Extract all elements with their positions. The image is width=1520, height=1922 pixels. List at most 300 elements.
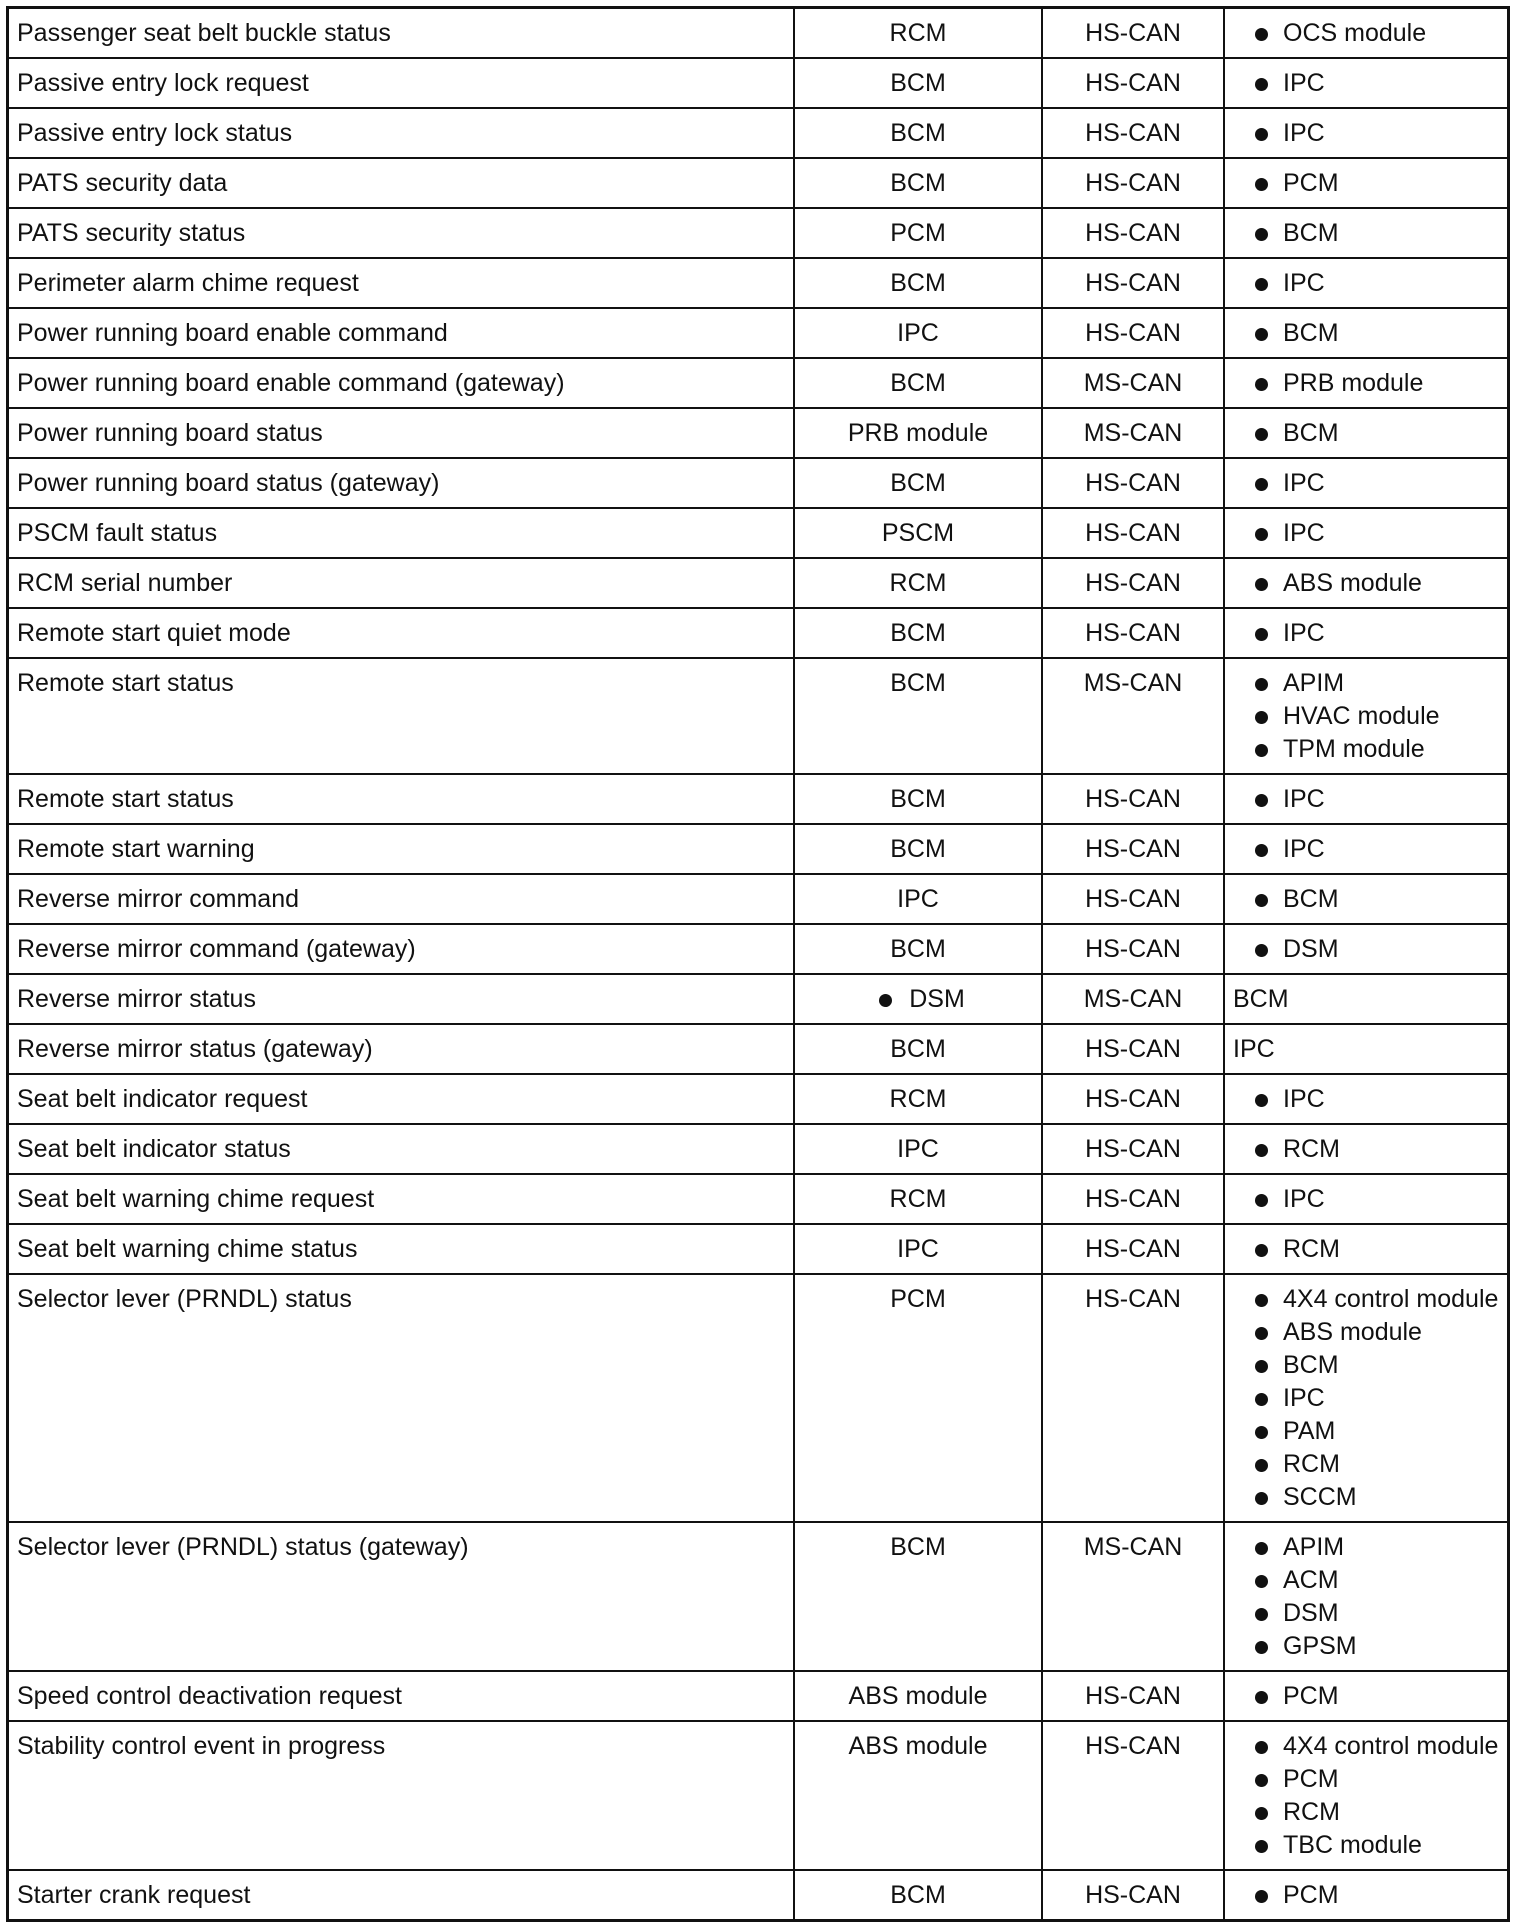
receiver-item — [1233, 700, 1499, 733]
receiver-list — [1233, 617, 1499, 650]
originator-cell: BCM — [794, 458, 1042, 508]
receiver-list — [1233, 417, 1499, 450]
receiver-item — [1233, 1481, 1499, 1514]
bullet-icon — [1255, 944, 1268, 957]
bullet-icon — [1255, 478, 1268, 491]
network-cell: MS-CAN — [1042, 358, 1224, 408]
receiver-item — [1233, 1730, 1499, 1763]
message-cell: Seat belt warning chime status — [9, 1224, 794, 1274]
receivers-cell — [1224, 9, 1507, 58]
receiver-item — [1233, 1382, 1499, 1415]
receiver-list — [1233, 833, 1499, 866]
receiver-label: SCCM — [1283, 1483, 1357, 1511]
receivers-cell — [1224, 1671, 1507, 1721]
receiver-list — [1233, 117, 1499, 150]
message-table-frame — [6, 6, 1510, 1922]
receivers-cell — [1224, 258, 1507, 308]
bullet-icon — [1255, 328, 1268, 341]
network-cell: HS-CAN — [1042, 824, 1224, 874]
receivers-cell — [1224, 408, 1507, 458]
receiver-item — [1233, 1564, 1499, 1597]
bullet-icon — [1255, 178, 1268, 191]
originator-cell: RCM — [794, 558, 1042, 608]
receivers-cell — [1224, 1721, 1507, 1870]
message-cell: Passive entry lock request — [9, 58, 794, 108]
bullet-icon — [1255, 1360, 1268, 1373]
network-cell: HS-CAN — [1042, 1074, 1224, 1124]
receiver-list — [1233, 567, 1499, 600]
receiver-item — [1233, 733, 1499, 766]
receiver-label: PCM — [1283, 1765, 1339, 1793]
table-row — [9, 308, 1507, 358]
message-cell: Power running board enable command — [9, 308, 794, 358]
bullet-icon — [1255, 428, 1268, 441]
receiver-list — [1233, 267, 1499, 300]
message-cell: Power running board status — [9, 408, 794, 458]
receiver-list — [1233, 1133, 1499, 1166]
table-row — [9, 774, 1507, 824]
message-cell: Speed control deactivation request — [9, 1671, 794, 1721]
originator-label: DSM — [909, 985, 965, 1013]
message-cell: Selector lever (PRNDL) status (gateway) — [9, 1522, 794, 1671]
originator-cell: BCM — [794, 158, 1042, 208]
receiver-label: RCM — [1283, 1450, 1340, 1478]
bullet-icon — [1255, 578, 1268, 591]
network-cell: HS-CAN — [1042, 158, 1224, 208]
receiver-label: APIM — [1283, 669, 1345, 697]
receiver-label: IPC — [1233, 1035, 1275, 1063]
originator-cell: PCM — [794, 208, 1042, 258]
originator-cell: PCM — [794, 1274, 1042, 1522]
message-cell: Selector lever (PRNDL) status — [9, 1274, 794, 1522]
bullet-icon — [1255, 1393, 1268, 1406]
network-message-table — [9, 9, 1507, 1919]
receivers-cell — [1224, 1074, 1507, 1124]
bullet-icon — [1255, 1144, 1268, 1157]
receivers-cell — [1224, 308, 1507, 358]
receivers-cell — [1224, 1174, 1507, 1224]
receiver-list — [1233, 1680, 1499, 1713]
originator-cell: BCM — [794, 608, 1042, 658]
originator-cell: BCM — [794, 258, 1042, 308]
receiver-label: BCM — [1233, 985, 1289, 1013]
bullet-icon — [1255, 844, 1268, 857]
receiver-item — [1233, 1630, 1499, 1663]
receiver-list — [1233, 167, 1499, 200]
network-cell: HS-CAN — [1042, 1174, 1224, 1224]
bullet-icon — [1255, 128, 1268, 141]
message-cell: Reverse mirror command (gateway) — [9, 924, 794, 974]
receiver-list — [1233, 367, 1499, 400]
receiver-label: BCM — [1283, 1351, 1339, 1379]
receivers-cell — [1224, 924, 1507, 974]
receiver-item — [1233, 933, 1499, 966]
receiver-label: BCM — [1283, 319, 1339, 347]
bullet-icon — [1255, 1608, 1268, 1621]
table-row — [9, 158, 1507, 208]
receiver-list — [1233, 67, 1499, 100]
table-row — [9, 1721, 1507, 1870]
receiver-label: ABS module — [1283, 569, 1422, 597]
bullet-icon — [1255, 1691, 1268, 1704]
originator-cell: ABS module — [794, 1721, 1042, 1870]
receiver-item — [1233, 1448, 1499, 1481]
message-cell: PATS security data — [9, 158, 794, 208]
bullet-icon — [1255, 1492, 1268, 1505]
receiver-label: DSM — [1283, 1599, 1339, 1627]
table-row — [9, 1124, 1507, 1174]
bullet-icon — [1255, 1641, 1268, 1654]
originator-cell: BCM — [794, 924, 1042, 974]
originator-cell: IPC — [794, 1224, 1042, 1274]
receiver-list — [1233, 1183, 1499, 1216]
table-row — [9, 1074, 1507, 1124]
receiver-item — [1233, 1133, 1499, 1166]
network-cell: HS-CAN — [1042, 1870, 1224, 1919]
receivers-cell — [1224, 974, 1507, 1024]
receiver-label: GPSM — [1283, 1632, 1357, 1660]
receiver-label: PCM — [1283, 1881, 1339, 1909]
message-cell: Seat belt indicator status — [9, 1124, 794, 1174]
bullet-icon — [1255, 628, 1268, 641]
receiver-label: IPC — [1283, 69, 1325, 97]
originator-cell: BCM — [794, 358, 1042, 408]
originator-item — [871, 983, 965, 1016]
receivers-cell — [1224, 508, 1507, 558]
receivers-cell — [1224, 1224, 1507, 1274]
receiver-item — [1233, 67, 1499, 100]
originator-cell: IPC — [794, 308, 1042, 358]
receiver-item — [1233, 1349, 1499, 1382]
receivers-cell — [1224, 1870, 1507, 1919]
network-cell: MS-CAN — [1042, 974, 1224, 1024]
table-row — [9, 924, 1507, 974]
receivers-cell — [1224, 1124, 1507, 1174]
message-cell: Seat belt indicator request — [9, 1074, 794, 1124]
network-cell: HS-CAN — [1042, 924, 1224, 974]
receivers-cell — [1224, 558, 1507, 608]
bullet-icon — [1255, 1890, 1268, 1903]
receivers-cell — [1224, 874, 1507, 924]
receivers-cell — [1224, 658, 1507, 774]
table-row — [9, 408, 1507, 458]
receiver-label: TPM module — [1283, 735, 1425, 763]
message-cell: PATS security status — [9, 208, 794, 258]
bullet-icon — [1255, 794, 1268, 807]
message-cell: Remote start status — [9, 774, 794, 824]
receiver-item — [1233, 1316, 1499, 1349]
table-row — [9, 608, 1507, 658]
message-cell: Remote start quiet mode — [9, 608, 794, 658]
receiver-list — [1233, 517, 1499, 550]
message-cell: Stability control event in progress — [9, 1721, 794, 1870]
message-cell: Remote start warning — [9, 824, 794, 874]
receiver-item — [1233, 317, 1499, 350]
originator-cell: BCM — [794, 1024, 1042, 1074]
receivers-cell — [1224, 458, 1507, 508]
table-row — [9, 1024, 1507, 1074]
receiver-label: BCM — [1283, 419, 1339, 447]
receiver-item — [1233, 1680, 1499, 1713]
bullet-icon — [1255, 711, 1268, 724]
originator-cell: BCM — [794, 58, 1042, 108]
receiver-label: ACM — [1283, 1566, 1339, 1594]
bullet-icon — [1255, 1542, 1268, 1555]
network-cell: HS-CAN — [1042, 208, 1224, 258]
receiver-label: RCM — [1283, 1135, 1340, 1163]
message-cell: Reverse mirror status (gateway) — [9, 1024, 794, 1074]
originator-cell: BCM — [794, 1870, 1042, 1919]
table-row — [9, 824, 1507, 874]
bullet-icon — [1255, 228, 1268, 241]
table-row — [9, 1174, 1507, 1224]
receiver-list — [1233, 1283, 1499, 1514]
bullet-icon — [1255, 1575, 1268, 1588]
receiver-list — [1233, 667, 1499, 766]
bullet-icon — [1255, 1294, 1268, 1307]
table-row — [9, 1671, 1507, 1721]
originator-cell: PRB module — [794, 408, 1042, 458]
table-row — [9, 874, 1507, 924]
receiver-list — [1233, 1730, 1499, 1862]
receiver-item — [1233, 883, 1499, 916]
bullet-icon — [1255, 1244, 1268, 1257]
bullet-icon — [1255, 1807, 1268, 1820]
receiver-item — [1233, 783, 1499, 816]
message-cell: Seat belt warning chime request — [9, 1174, 794, 1224]
receiver-item — [1233, 833, 1499, 866]
bullet-icon — [1255, 278, 1268, 291]
network-cell: HS-CAN — [1042, 1671, 1224, 1721]
receiver-list — [1233, 217, 1499, 250]
receiver-label: BCM — [1283, 885, 1339, 913]
table-row — [9, 558, 1507, 608]
receiver-label: IPC — [1283, 119, 1325, 147]
originator-cell: ABS module — [794, 1671, 1042, 1721]
message-cell: Remote start status — [9, 658, 794, 774]
receiver-label: ABS module — [1283, 1318, 1422, 1346]
network-cell: MS-CAN — [1042, 1522, 1224, 1671]
receiver-label: RCM — [1283, 1235, 1340, 1263]
bullet-icon — [1255, 1194, 1268, 1207]
originator-cell — [794, 974, 1042, 1024]
receiver-item — [1233, 117, 1499, 150]
table-row — [9, 208, 1507, 258]
table-row — [9, 108, 1507, 158]
receiver-label: PAM — [1283, 1417, 1336, 1445]
receiver-item — [1233, 1763, 1499, 1796]
table-row — [9, 258, 1507, 308]
table-row — [9, 1522, 1507, 1671]
receiver-label: TBC module — [1283, 1831, 1422, 1859]
network-cell: HS-CAN — [1042, 108, 1224, 158]
table-row — [9, 1870, 1507, 1919]
originator-cell: BCM — [794, 658, 1042, 774]
table-row — [9, 9, 1507, 58]
message-cell: Reverse mirror status — [9, 974, 794, 1024]
table-row — [9, 658, 1507, 774]
network-cell: HS-CAN — [1042, 9, 1224, 58]
bullet-icon — [1255, 1741, 1268, 1754]
receiver-label: 4X4 control module — [1283, 1285, 1499, 1313]
bullet-icon — [1255, 378, 1268, 391]
bullet-icon — [1255, 1840, 1268, 1853]
message-cell: Power running board status (gateway) — [9, 458, 794, 508]
message-cell: Perimeter alarm chime request — [9, 258, 794, 308]
bullet-icon — [1255, 78, 1268, 91]
bullet-icon — [1255, 678, 1268, 691]
receiver-item — [1233, 367, 1499, 400]
receiver-item — [1233, 167, 1499, 200]
originator-cell: IPC — [794, 874, 1042, 924]
receiver-list — [1233, 883, 1499, 916]
receiver-item — [1233, 1415, 1499, 1448]
network-cell: MS-CAN — [1042, 658, 1224, 774]
receiver-item — [1233, 1597, 1499, 1630]
receiver-label: OCS module — [1283, 19, 1427, 47]
receiver-label: IPC — [1283, 1185, 1325, 1213]
network-cell: HS-CAN — [1042, 608, 1224, 658]
receiver-label: IPC — [1283, 1384, 1325, 1412]
receiver-label: DSM — [1283, 935, 1339, 963]
receiver-label: PCM — [1283, 169, 1339, 197]
receivers-cell — [1224, 158, 1507, 208]
receiver-item — [1233, 217, 1499, 250]
table-row — [9, 1224, 1507, 1274]
table-row — [9, 1274, 1507, 1522]
network-cell: HS-CAN — [1042, 258, 1224, 308]
table-row — [9, 508, 1507, 558]
receiver-item — [1233, 467, 1499, 500]
receiver-item — [1233, 1829, 1499, 1862]
receiver-item — [1233, 1531, 1499, 1564]
network-cell: HS-CAN — [1042, 308, 1224, 358]
originator-cell: RCM — [794, 9, 1042, 58]
network-cell: HS-CAN — [1042, 508, 1224, 558]
receiver-item — [1233, 1233, 1499, 1266]
bullet-icon — [879, 994, 892, 1007]
bullet-icon — [1255, 1426, 1268, 1439]
receiver-label: BCM — [1283, 219, 1339, 247]
network-cell: HS-CAN — [1042, 458, 1224, 508]
receiver-item — [1233, 1183, 1499, 1216]
message-cell: PSCM fault status — [9, 508, 794, 558]
network-cell: HS-CAN — [1042, 1224, 1224, 1274]
originator-cell: BCM — [794, 824, 1042, 874]
receiver-list — [1233, 783, 1499, 816]
receiver-item — [1233, 1083, 1499, 1116]
network-cell: HS-CAN — [1042, 1274, 1224, 1522]
receivers-cell — [1224, 1522, 1507, 1671]
receiver-label: PCM — [1283, 1682, 1339, 1710]
network-cell: HS-CAN — [1042, 58, 1224, 108]
receiver-list — [1233, 1233, 1499, 1266]
receiver-item — [1233, 517, 1499, 550]
table-body — [9, 9, 1507, 1919]
receiver-label: IPC — [1283, 269, 1325, 297]
receiver-list — [1233, 1083, 1499, 1116]
bullet-icon — [1255, 1327, 1268, 1340]
receiver-item — [1233, 1283, 1499, 1316]
receivers-cell — [1224, 208, 1507, 258]
table-row — [9, 974, 1507, 1024]
originator-cell: BCM — [794, 1522, 1042, 1671]
receiver-list — [1233, 467, 1499, 500]
receivers-cell — [1224, 774, 1507, 824]
network-cell: HS-CAN — [1042, 874, 1224, 924]
bullet-icon — [1255, 1459, 1268, 1472]
receiver-item — [1233, 17, 1499, 50]
receiver-list — [1233, 17, 1499, 50]
receiver-label: IPC — [1283, 619, 1325, 647]
receiver-item — [1233, 1879, 1499, 1912]
table-row — [9, 358, 1507, 408]
receiver-list — [1233, 933, 1499, 966]
network-cell: HS-CAN — [1042, 558, 1224, 608]
receivers-cell — [1224, 108, 1507, 158]
bullet-icon — [1255, 1774, 1268, 1787]
receiver-list — [1233, 317, 1499, 350]
receiver-label: IPC — [1283, 785, 1325, 813]
originator-cell: RCM — [794, 1074, 1042, 1124]
receiver-item — [1233, 1796, 1499, 1829]
receiver-label: IPC — [1283, 835, 1325, 863]
message-cell: Passenger seat belt buckle status — [9, 9, 794, 58]
message-cell: Reverse mirror command — [9, 874, 794, 924]
receiver-item — [1233, 567, 1499, 600]
receiver-list — [1233, 1879, 1499, 1912]
table-row — [9, 58, 1507, 108]
receivers-cell — [1224, 58, 1507, 108]
receiver-item — [1233, 617, 1499, 650]
message-cell: Power running board enable command (gateway) — [9, 358, 794, 408]
receivers-cell — [1224, 608, 1507, 658]
receiver-item — [1233, 417, 1499, 450]
message-cell: Passive entry lock status — [9, 108, 794, 158]
originator-cell: BCM — [794, 108, 1042, 158]
bullet-icon — [1255, 894, 1268, 907]
network-cell: HS-CAN — [1042, 1024, 1224, 1074]
receivers-cell — [1224, 1274, 1507, 1522]
network-cell: HS-CAN — [1042, 774, 1224, 824]
message-cell: RCM serial number — [9, 558, 794, 608]
receiver-label: IPC — [1283, 1085, 1325, 1113]
receivers-cell — [1224, 358, 1507, 408]
table-row — [9, 458, 1507, 508]
network-cell: HS-CAN — [1042, 1124, 1224, 1174]
receiver-label: APIM — [1283, 1533, 1345, 1561]
message-cell: Starter crank request — [9, 1870, 794, 1919]
receiver-label: RCM — [1283, 1798, 1340, 1826]
originator-cell: BCM — [794, 774, 1042, 824]
receivers-cell — [1224, 1024, 1507, 1074]
receiver-label: 4X4 control module — [1283, 1732, 1499, 1760]
network-cell: MS-CAN — [1042, 408, 1224, 458]
bullet-icon — [1255, 28, 1268, 41]
originator-cell: IPC — [794, 1124, 1042, 1174]
receiver-label: PRB module — [1283, 369, 1424, 397]
receiver-label: IPC — [1283, 469, 1325, 497]
receiver-item — [1233, 667, 1499, 700]
receivers-cell — [1224, 824, 1507, 874]
originator-cell: RCM — [794, 1174, 1042, 1224]
receiver-list — [1233, 1531, 1499, 1663]
receiver-label: HVAC module — [1283, 702, 1440, 730]
originator-cell: PSCM — [794, 508, 1042, 558]
receiver-label: IPC — [1283, 519, 1325, 547]
network-cell: HS-CAN — [1042, 1721, 1224, 1870]
bullet-icon — [1255, 744, 1268, 757]
